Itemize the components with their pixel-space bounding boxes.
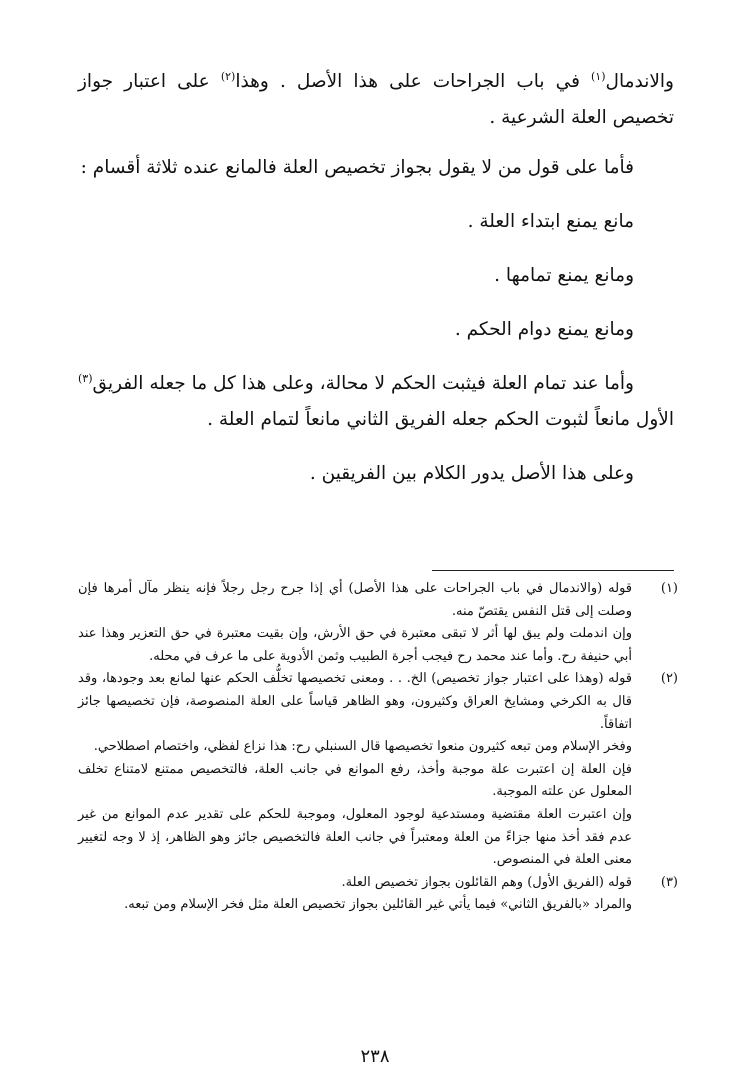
paragraph-7: وعلى هذا الأصل يدور الكلام بين الفريقين . bbox=[309, 463, 634, 484]
footnote-1 bbox=[78, 578, 678, 668]
footnote-line: فإن العلة إن اعتبرت علة موجبة وأخذ، رفع الموانع في جانب العلة، فالتخصيص ممتنع لامتناع تخلف المعلول عن علته الموجبة. bbox=[78, 761, 632, 800]
main-text bbox=[78, 64, 674, 510]
footnote-ref-1[interactable]: (١) bbox=[591, 69, 606, 83]
footnote-3 bbox=[78, 872, 678, 917]
footnote-2 bbox=[78, 668, 678, 871]
footnote-separator bbox=[432, 570, 674, 571]
paragraph-3: مانع يمنع ابتداء العلة . bbox=[467, 211, 634, 232]
footnote-line: وفخر الإسلام ومن تبعه كثيرون منعوا تخصيصها قال السنبلي رح: هذا نزاع لفظي، واختصام اصطلاحي. bbox=[93, 739, 632, 755]
paragraph-1-part-b: في باب الجراحات على هذا الأصل . وهذا bbox=[235, 71, 591, 92]
footnote-number: (٢) bbox=[660, 671, 678, 687]
paragraph-6-part-a: وأما عند تمام العلة فيثبت الحكم لا محالة، وعلى هذا كل ما جعله الفريق bbox=[92, 373, 634, 394]
paragraph-1-part-a: والاندمال bbox=[605, 71, 674, 92]
paragraph-6 bbox=[78, 366, 674, 438]
footnote-number: (٣) bbox=[660, 874, 678, 890]
footnote-line: والمراد «بالفريق الثاني» فيما يأتي غير القائلين بجواز تخصيص العلة مثل فخر الإسلام ومن تبعه. bbox=[124, 897, 632, 913]
footnote-line: قوله (الفريق الأول) وهم القائلون بجواز تخصيص العلة. bbox=[341, 874, 632, 890]
paragraph-4: ومانع يمنع تمامها . bbox=[494, 265, 634, 286]
footnote-line: وإن اعتبرت العلة مقتضية ومستدعية لوجود المعلول، وموجبة للحكم على تقدير عدم الموانع من غير عدم فقد أخذ منها جزاءً من العلة ومعتبراً في جانب العلة فالتخصيص جائز وهو الظاهر، إذ لا وجه لتغيير معنى العلة في المنصوص. bbox=[78, 806, 632, 868]
footnote-line: وإن اندملت ولم يبق لها أثر لا تبقى معتبرة في حق الأرش، وإن بقيت معتبرة في حق التعزير وهذا عند أبي حنيفة رح. وأما عند محمد رح فيجب أجرة الطبيب وثمن الأدوية على ما عرف في محله. bbox=[78, 626, 632, 664]
paragraph-2: فأما على قول من لا يقول بجواز تخصيص العلة فالمانع عنده ثلاثة أقسام : bbox=[80, 157, 634, 178]
paragraph-1-part-c: على اعتبار جواز تخصيص العلة الشرعية . bbox=[78, 71, 674, 128]
footnote-ref-3[interactable]: (٣) bbox=[78, 371, 93, 385]
footnote-line: قوله (وهذا على اعتبار جواز تخصيص) الخ. . . ومعنى تخصيصها تخلُّف الحكم عنها لمانع بعد وجودها، وقد قال به الكرخي ومشايخ العراق وكثيرون، وهو الظاهر قياساً على العلة المنصوصة، فإن تخصيصها جائز اتفاقاً. bbox=[78, 671, 632, 732]
footnote-number: (١) bbox=[660, 581, 678, 596]
paragraph-6-part-b: الأول مانعاً لثبوت الحكم جعله الفريق الثاني مانعاً لتمام العلة . bbox=[207, 409, 674, 430]
footnotes bbox=[78, 578, 678, 917]
footnote-line: قوله (والاندمال في باب الجراحات على هذا الأصل) أي إذا جرح رجل رجلاً فإنه ينظر مآل أمرها فإن وصلت إلى قتل النفس يقتصّ منه. bbox=[78, 581, 632, 619]
paragraph-1 bbox=[78, 64, 674, 136]
footnote-ref-2[interactable]: (٢) bbox=[220, 69, 236, 83]
paragraph-5: ومانع يمنع دوام الحكم . bbox=[454, 319, 634, 340]
page-number: ٢٣٨ bbox=[360, 1046, 390, 1067]
